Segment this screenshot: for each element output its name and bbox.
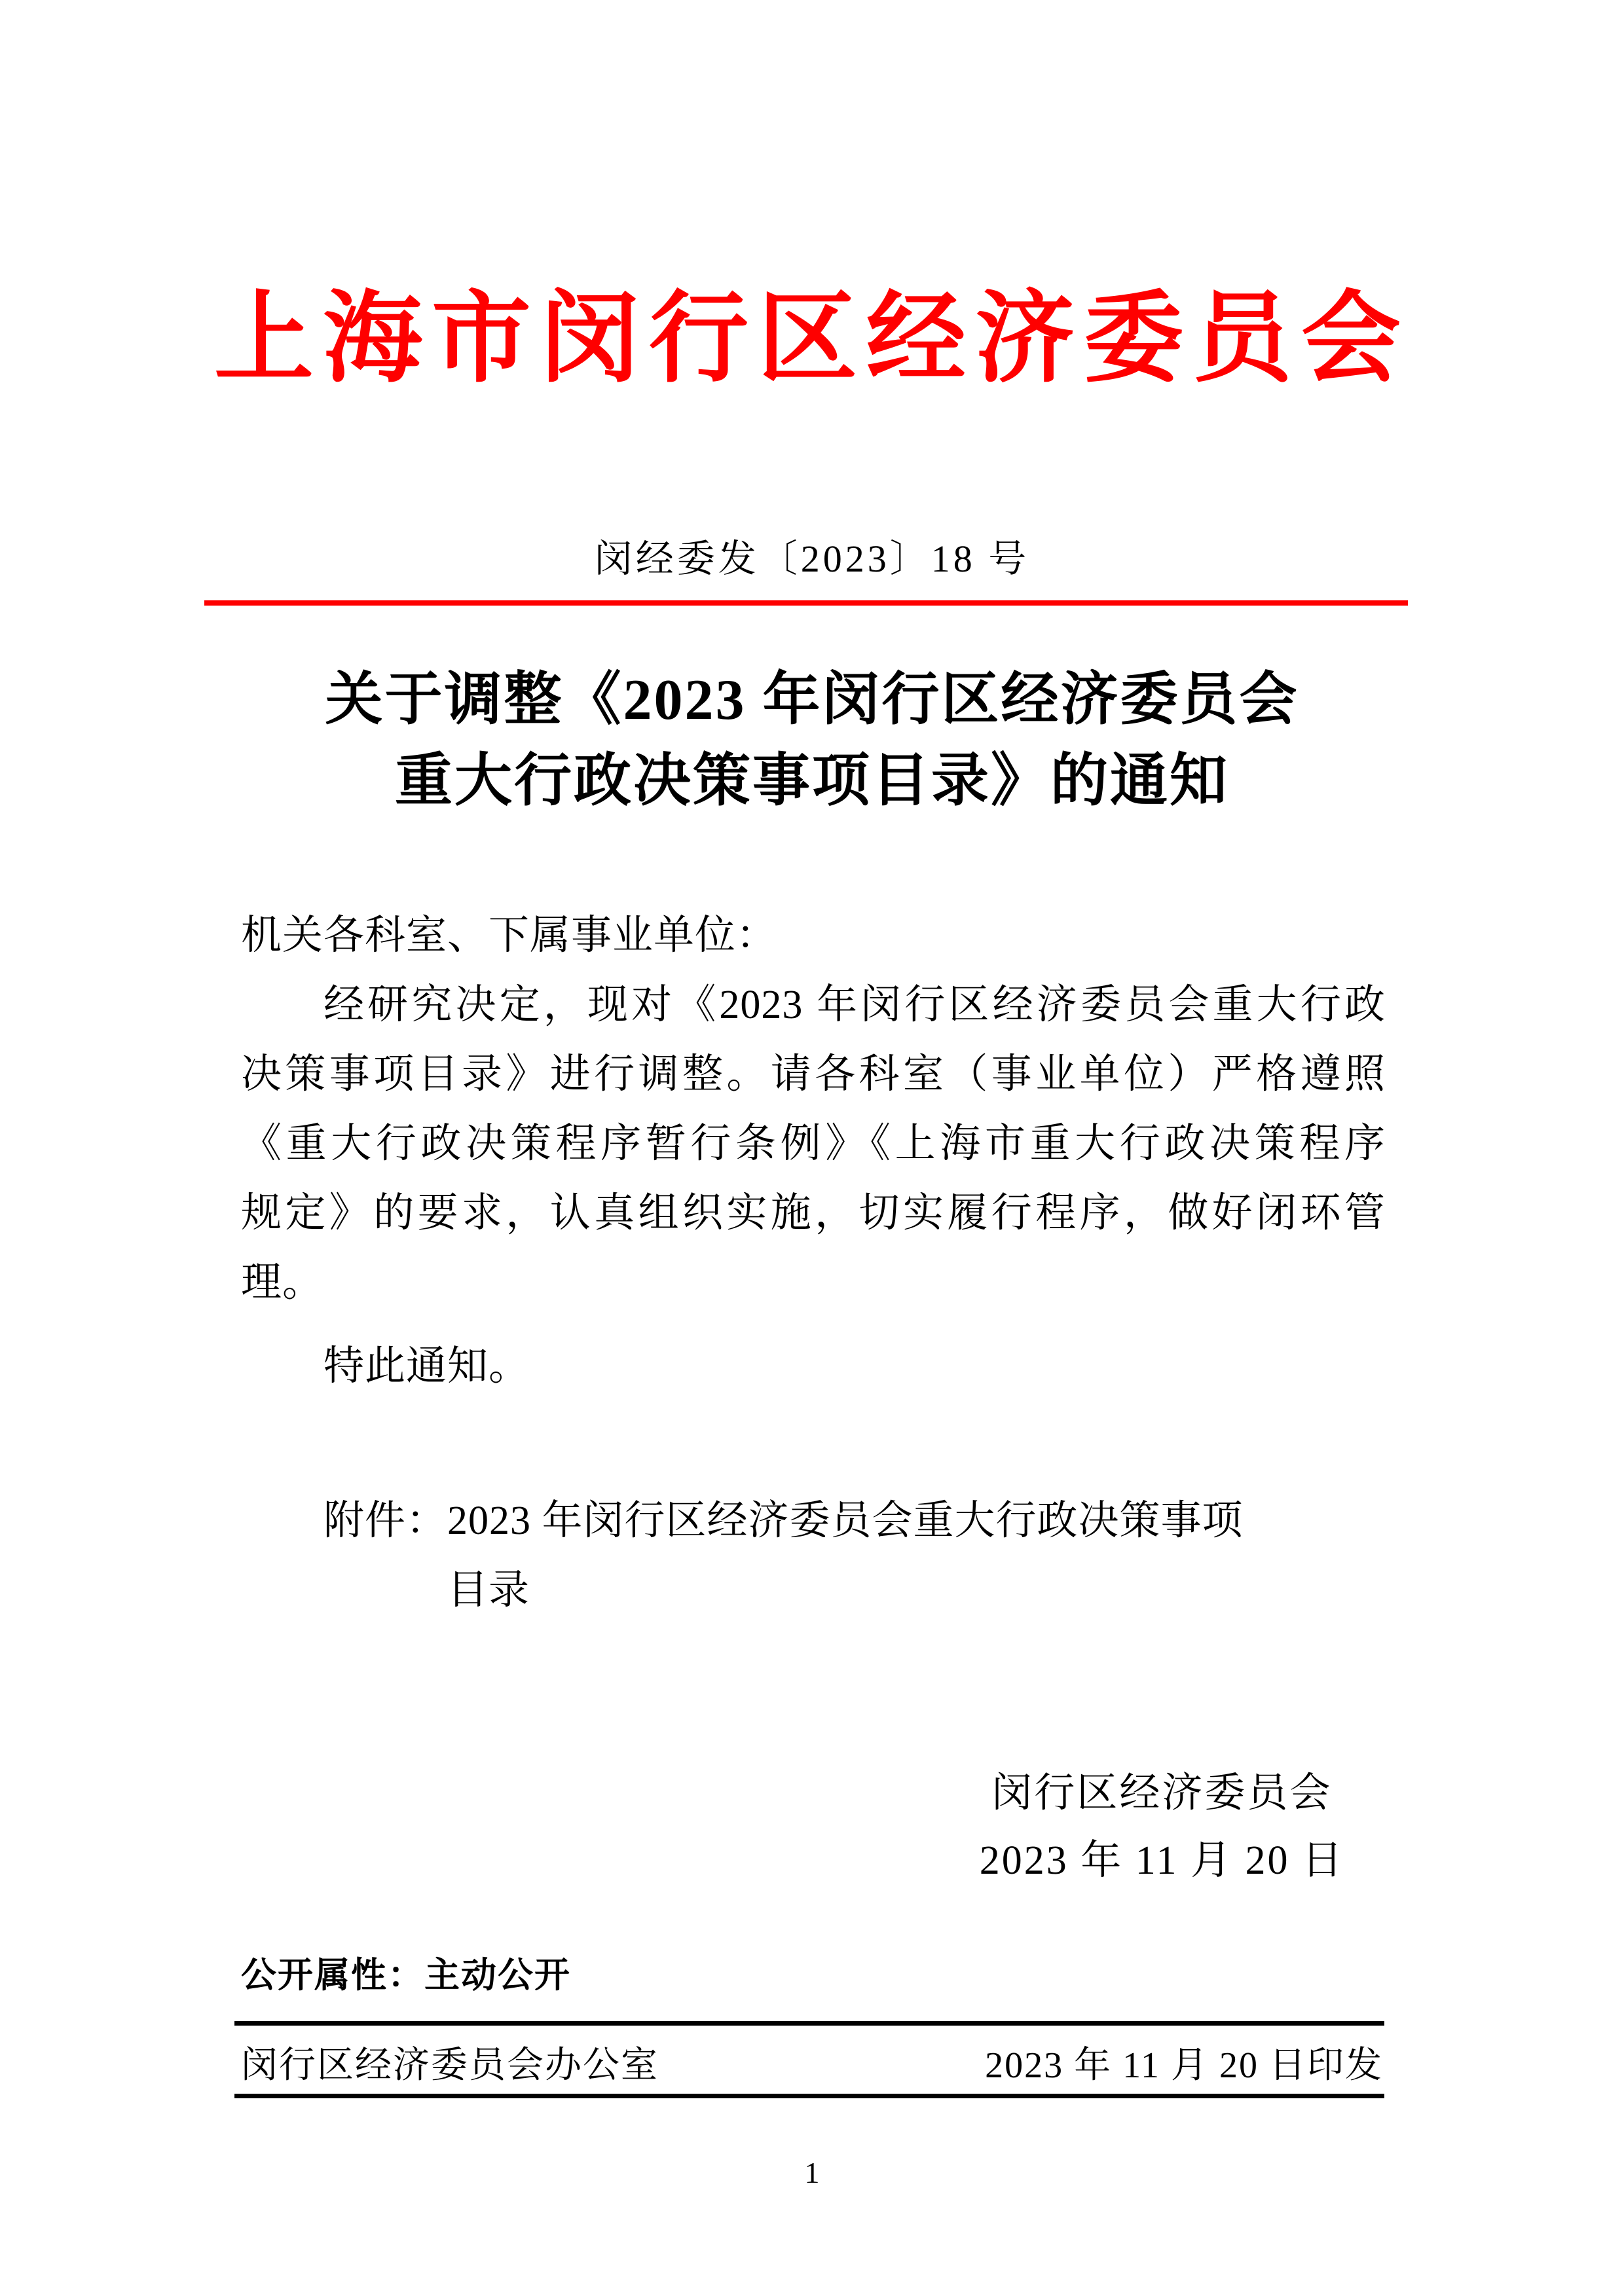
paragraph-line: 《重大行政决策程序暂行条例》《上海市重大行政决策程序 [241, 1121, 1386, 1166]
salutation: 机关各科室、下属事业单位： [241, 913, 778, 958]
closing-phrase: 特此通知。 [323, 1344, 530, 1389]
notice-title-line2: 重大行政决策事项目录》的通知 [394, 750, 1229, 813]
signature-date: 2023 年 11 月 20 日 [979, 1838, 1344, 1883]
footer-rule-top [234, 2021, 1384, 2026]
footer-issuing-office: 闵行区经济委员会办公室 [241, 2045, 659, 2086]
notice-body [241, 901, 1386, 1625]
issuing-org-masthead: 上海市闵行区经济委员会 [214, 284, 1410, 394]
paragraph-line: 决策事项目录》进行调整。请各科室（事业单位）严格遵照 [241, 1052, 1386, 1097]
page-number: 1 [804, 2156, 820, 2189]
footer-rule-bottom [234, 2094, 1384, 2098]
attachment-label: 附件： [323, 1499, 448, 1543]
signature-org: 闵行区经济委员会 [991, 1771, 1333, 1815]
notice-title [0, 660, 1624, 822]
document-number: 闵经委发〔2023〕18 号 [594, 538, 1030, 580]
footer-print-date: 2023 年 11 月 20 日印发 [985, 2045, 1383, 2086]
publicity-attribute: 公开属性：主动公开 [241, 1956, 571, 1995]
red-separator-rule [204, 600, 1408, 606]
paragraph-line: 理。 [241, 1260, 324, 1305]
signature-block [980, 1760, 1344, 1895]
paragraph-line: 经研究决定，现对《2023 年闵行区经济委员会重大行政 [323, 983, 1386, 1027]
paragraph-line: 规定》的要求，认真组织实施，切实履行程序，做好闭环管 [241, 1191, 1386, 1235]
notice-title-line1: 关于调整《2023 年闵行区经济委员会 [325, 668, 1299, 732]
attachment-line1: 2023 年闵行区经济委员会重大行政决策事项 [447, 1499, 1244, 1543]
attachment-line2: 目录 [447, 1568, 530, 1613]
attachment-text [447, 1486, 1244, 1625]
attachment-reference [241, 1486, 1386, 1625]
footer-row [241, 2041, 1383, 2090]
